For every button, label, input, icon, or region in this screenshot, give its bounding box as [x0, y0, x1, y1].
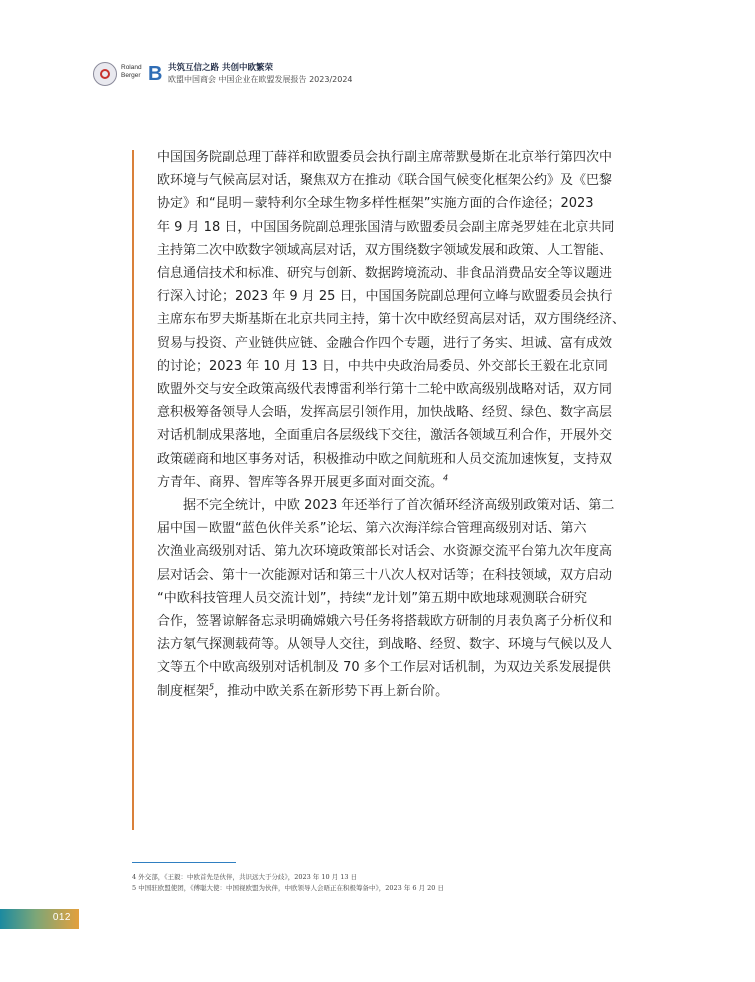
text-line: 层对话会、第十一次能源对话和第三十八次人权对话等；在科技领域，双方启动 [157, 567, 613, 583]
text-fragment: ，推动中欧关系在新形势下再上新台阶。 [214, 683, 449, 699]
text-line: 主持第二次中欧数字领域高层对话，双方围绕数字领域发展和政策、人工智能、 [157, 242, 613, 258]
text-line: 届中国－欧盟“蓝色伙伴关系”论坛、第六次海洋综合管理高级别对话、第六 [157, 521, 587, 537]
text-line: 意积极筹备领导人会晤，发挥高层引领作用，加快战略、经贸、绿色、数字高层 [157, 405, 613, 421]
text-line: 信息通信技术和标准、研究与创新、数据跨境流动、非食品消费品安全等议题进 [157, 266, 613, 282]
header-subtitle: 欧盟中国商会 中国企业在欧盟发展报告 2023/2024 [168, 75, 353, 84]
footnote-4: 4 外交部，《王毅：中欧首先是伙伴，共识远大于分歧》，2023 年 10 月 13 日 [132, 873, 358, 881]
footnote-ref-4[interactable]: 4 [443, 473, 449, 483]
text-fragment: 方青年、商界、智库等各界开展更多面对面交流。 [157, 474, 444, 490]
text-line: 对话机制成果落地，全面重启各层级线下交往，激活各领域互利合作，开展外交 [157, 428, 613, 444]
footnote-divider [132, 862, 236, 863]
paragraph-2 [157, 494, 629, 703]
text-line-last [157, 680, 629, 703]
text-line: “中欧科技管理人员交流计划”，持续“龙计划”第五期中欧地球观测联合研究 [157, 590, 587, 606]
text-line: 主席东布罗夫斯基斯在北京共同主持，第十次中欧经贸高层对话，双方围绕经济、 [157, 312, 626, 328]
text-fragment: 制度框架 [157, 683, 210, 699]
roland-berger-mark-icon: B [148, 63, 163, 85]
text-line: 欧环境与气候高层对话，聚焦双方在推动《联合国气候变化框架公约》及《巴黎 [157, 173, 613, 189]
page-number: 012 [52, 912, 71, 923]
text-line: 协定》和“昆明－蒙特利尔全球生物多样性框架”实施方面的合作途径；2023 [157, 196, 594, 212]
body-text [157, 146, 629, 703]
text-line: 文等五个中欧高级别对话机制及 70 多个工作层对话机制，为双边关系发展提供 [157, 660, 611, 676]
roland-berger-logo [121, 64, 147, 80]
header-text [168, 62, 353, 86]
text-line: 次渔业高级别对话、第九次环境政策部长对话会、水资源交流平台第九次年度高 [157, 544, 613, 560]
text-line: 政策磋商和地区事务对话，积极推动中欧之间航班和人员交流加速恢复，支持双 [157, 451, 613, 467]
text-line: 合作，签署谅解备忘录明确嫦娥六号任务将搭载欧方研制的月表负离子分析仪和 [157, 614, 613, 630]
brand-line-1: Roland [121, 64, 142, 71]
text-line: 年 9 月 18 日，中国国务院副总理张国清与欧盟委员会副主席尧罗娃在北京共同 [157, 219, 615, 235]
chamber-logo-icon [93, 62, 117, 86]
footnote-ref-5[interactable]: 5 [209, 682, 215, 692]
paragraph-1 [157, 146, 629, 494]
text-line-last [157, 471, 629, 494]
accent-vertical-line [132, 150, 134, 830]
text-line: 中国国务院副总理丁薛祥和欧盟委员会执行副主席蒂默曼斯在北京举行第四次中 [157, 150, 613, 165]
footnote-5: 5 中国驻欧盟使团，《傅聪大使：中国视欧盟为伙伴，中欧领导人会晤正在积极筹备中》，2023 年 6 月 20 日 [132, 884, 444, 892]
footnotes [132, 872, 652, 894]
page-header [93, 62, 513, 86]
text-line: 据不完全统计，中欧 2023 年还举行了首次循环经济高级别政策对话、第二 [183, 498, 615, 514]
text-line: 行深入讨论；2023 年 9 月 25 日，中国国务院副总理何立峰与欧盟委员会执行 [157, 289, 613, 305]
brand-line-2: Berger [121, 72, 141, 79]
text-line: 法方氡气探测载荷等。从领导人交往，到战略、经贸、数字、环境与气候以及人 [157, 637, 613, 653]
text-line: 欧盟外交与安全政策高级代表博雷利举行第十二轮中欧高级别战略对话，双方同 [157, 382, 613, 398]
text-line: 的讨论；2023 年 10 月 13 日，中共中央政治局委员、外交部长王毅在北京同 [157, 358, 608, 374]
header-title: 共筑互信之路 共创中欧繁荣 [168, 63, 273, 73]
page-number-bar [0, 909, 79, 929]
text-line: 贸易与投资、产业链供应链、金融合作四个专题，进行了务实、坦诚、富有成效 [157, 335, 613, 351]
